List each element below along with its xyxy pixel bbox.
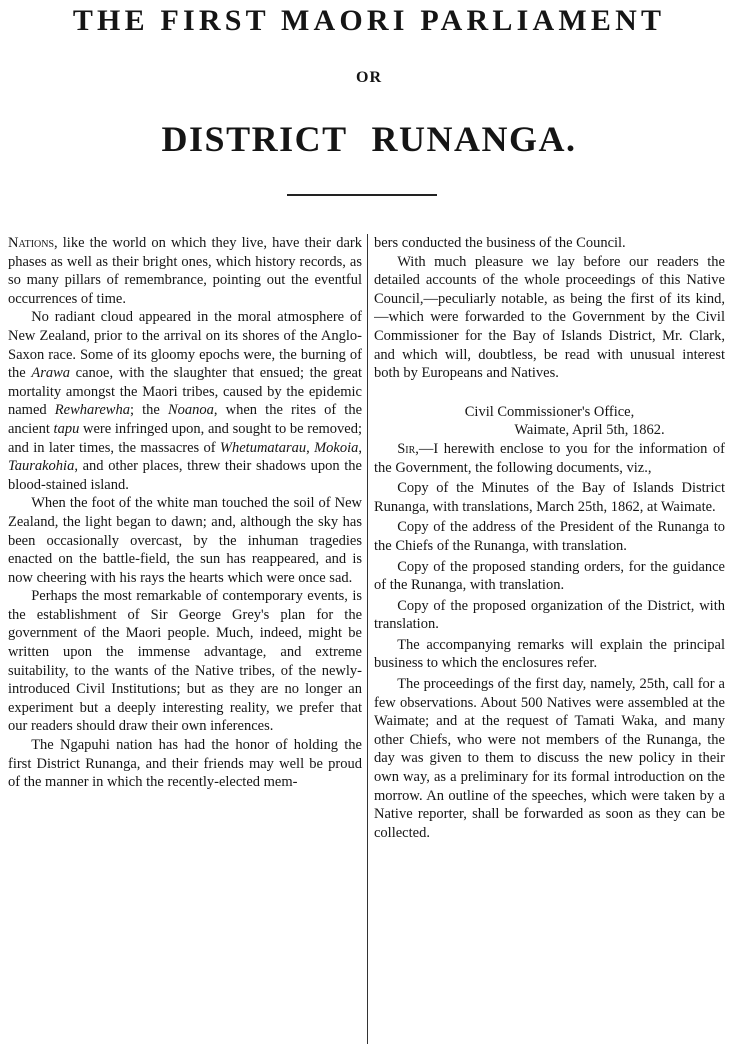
enclosure-organization: Copy of the proposed organization of the District, with translation.: [374, 597, 725, 633]
letter-date: Waimate, April 5th, 1862.: [514, 422, 665, 439]
paragraph-text: —I herewith enclose to you for the information of the Government, the following documents, viz.,: [374, 440, 725, 476]
paragraph-radiant-cloud: [8, 308, 362, 494]
salutation: Sir,: [397, 440, 419, 457]
italic-term: Whetumatarau: [219, 439, 307, 456]
enclosure-minutes: Copy of the Minutes of the Bay of Islands District Runanga, with translations, March 25th, 1862, at Waimate.: [374, 480, 725, 515]
title-line-2: DISTRICT RUNANGA.: [161, 119, 577, 159]
paragraph-salutation: [374, 440, 725, 477]
italic-term: Taurakohia: [8, 458, 75, 475]
text-run: ,: [358, 439, 362, 456]
italic-term: Noanoa: [167, 402, 214, 419]
text-run: , and other places, threw their shadows upon the blood-stained island.: [8, 458, 362, 493]
paragraph-text: like the world on which they live, have their dark phases as well as their bright ones, which history records, as so many pillars of remembrance, pointing out the eventful occurrences of time.: [8, 235, 362, 307]
left-column: [8, 234, 362, 1044]
text-run: ,: [306, 439, 315, 456]
text-run: No radiant cloud appeared in the moral atmosphere of New Zealand, prior to the arrival on its shores of the Anglo-Saxon race. Some of its gloomy epochs were, the burning of the: [8, 309, 362, 382]
paragraph-remarks: The accompanying remarks will explain the principal business to which the enclosures refer.: [374, 636, 725, 672]
italic-term: Arawa: [31, 365, 71, 382]
title-rule: [287, 194, 437, 196]
italic-term: Mokoia: [314, 439, 359, 456]
text-run: , when the rites of the ancient: [8, 402, 362, 437]
paragraph-white-man: When the foot of the white man touched the soil of New Zealand, the light began to dawn; and, although the sky has been occasionally overcast, by the inhuman tragedies enacted on the battle-field, the sun has reappeared, and is now cheering with his rays the hearts which were once sad.: [8, 495, 362, 586]
italic-term: tapu: [53, 420, 80, 437]
paragraph-continued: bers conducted the business of the Council.: [374, 235, 626, 251]
enclosure-address: Copy of the address of the President of the Runanga to the Chiefs of the Runanga, with translation.: [374, 519, 725, 554]
right-column: [374, 234, 725, 1044]
paragraph-pleasure: With much pleasure we lay before our readers the detailed accounts of the whole proceedings of this Native Council,—peculiarly notable, as being the first of its kind,—which were forwarded to the Government by the Civil Commissioner for the Bay of Islands District, Mr. Clark, and which will, doubtless, be read with unusual interest both by Europeans and Natives.: [374, 253, 725, 382]
title-or: OR: [356, 69, 382, 86]
letter-office: Civil Commissioner's Office,: [464, 403, 635, 420]
letter-heading: [374, 403, 725, 440]
title-line-1: THE FIRST MAORI PARLIAMENT: [72, 4, 666, 37]
paragraph-remarkable-events: Perhaps the most remarkable of contemporary events, is the establishment of Sir George Grey's plan for the government of the Maori people. Much, indeed, might be written upon the immense advantage, and extreme suitability, to the wants of the Native tribes, of the newly-introduced Civil Institutions; but as they are no longer an experiment but a deeply interesting reality, we prefer that our readers should draw their own inferences.: [8, 588, 362, 735]
column-divider: [367, 234, 368, 1044]
paragraph-proceedings: The proceedings of the first day, namely, 25th, call for a few observations. About 500 Natives were assembled at the Waimate; and at the request of Tamati Waka, and many other Chiefs, who were not members of the Runanga, the day was given to them to discuss the new policy in their own way, as a preliminary for its formal introduction on the morrow. An outline of the speeches, which were taken by a Native reporter, shall be forwarded as soon as they can be collected.: [374, 676, 725, 841]
drop-lead-word: Nations,: [8, 235, 58, 251]
text-run: canoe, with the slaughter that ensued; the great mortality amongst the Maori tribes, caused by the epidemic named: [8, 365, 362, 419]
paragraph-nations: [8, 234, 362, 308]
enclosure-standing-orders: Copy of the proposed standing orders, for the guidance of the Runanga, with translation.: [374, 558, 725, 594]
text-run: ; the: [129, 402, 168, 419]
paragraph-ngapuhi: The Ngapuhi nation has had the honor of holding the first District Runanga, and their friends may well be proud of the manner in which the recently-elected mem-: [8, 737, 362, 791]
italic-term: Rewharewha: [54, 402, 130, 419]
text-run: were infringed upon, and sought to be removed; and in later times, the massacres of: [8, 420, 362, 456]
